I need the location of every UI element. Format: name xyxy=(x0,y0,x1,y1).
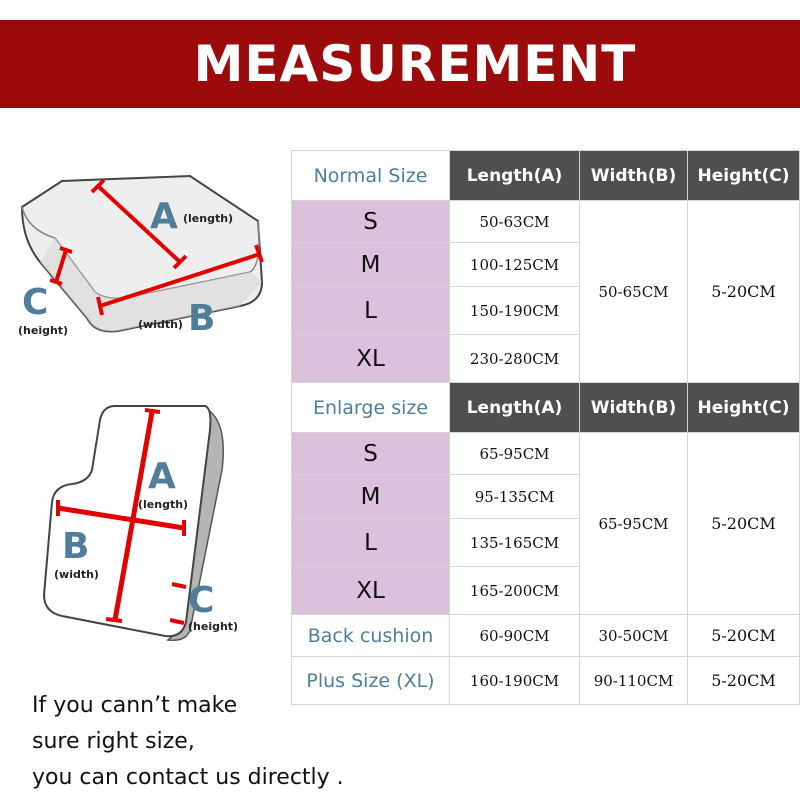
plus-size-width: 90-110CM xyxy=(580,657,688,705)
normal-length-s: 50-63CM xyxy=(450,201,580,243)
back-c-text: (height) xyxy=(188,620,239,633)
enlarge-header-length: Length(A) xyxy=(450,383,580,433)
plus-size-height: 5-20CM xyxy=(688,657,800,705)
normal-size-s: S xyxy=(292,201,450,243)
seat-c-letter: C xyxy=(22,282,49,323)
back-cushion-height: 5-20CM xyxy=(688,615,800,657)
back-b-letter: B xyxy=(62,526,90,567)
normal-height: 5-20CM xyxy=(688,201,800,383)
enlarge-length-s: 65-95CM xyxy=(450,433,580,475)
plus-size-label: Plus Size (XL) xyxy=(292,657,450,705)
enlarge-width: 65-95CM xyxy=(580,433,688,615)
page-title: MEASUREMENT xyxy=(193,35,637,93)
header-height: Height(C) xyxy=(688,151,800,201)
enlarge-size-l: L xyxy=(292,519,450,567)
contact-note xyxy=(32,688,344,796)
enlarge-length-xl: 165-200CM xyxy=(450,567,580,615)
normal-size-m: M xyxy=(292,243,450,287)
back-a-text: (length) xyxy=(138,498,189,511)
seat-c-text: (height) xyxy=(18,324,69,337)
normal-size-xl: XL xyxy=(292,335,450,383)
normal-size-l: L xyxy=(292,287,450,335)
normal-length-l: 150-190CM xyxy=(450,287,580,335)
normal-width: 50-65CM xyxy=(580,201,688,383)
enlarge-header-height: Height(C) xyxy=(688,383,800,433)
back-cushion-diagram xyxy=(0,390,290,690)
size-chart-table xyxy=(291,150,800,705)
back-cushion-length: 60-90CM xyxy=(450,615,580,657)
enlarge-header-width: Width(B) xyxy=(580,383,688,433)
enlarge-size-label: Enlarge size xyxy=(292,383,450,433)
enlarge-size-m: M xyxy=(292,475,450,519)
seat-b-letter: B xyxy=(188,298,216,339)
plus-size-length: 160-190CM xyxy=(450,657,580,705)
enlarge-length-l: 135-165CM xyxy=(450,519,580,567)
back-c-letter: C xyxy=(188,580,215,621)
enlarge-size-s: S xyxy=(292,433,450,475)
seat-a-letter: A xyxy=(150,196,178,237)
back-a-letter: A xyxy=(148,456,176,497)
normal-length-m: 100-125CM xyxy=(450,243,580,287)
back-b-text: (width) xyxy=(54,568,99,581)
enlarge-size-xl: XL xyxy=(292,567,450,615)
seat-a-text: (length) xyxy=(183,212,234,225)
note-line-2: sure right size, xyxy=(32,729,195,754)
enlarge-height: 5-20CM xyxy=(688,433,800,615)
header-length: Length(A) xyxy=(450,151,580,201)
seat-cushion-diagram xyxy=(0,0,290,360)
header-width: Width(B) xyxy=(580,151,688,201)
normal-size-label: Normal Size xyxy=(292,151,450,201)
note-line-3: you can contact us directly . xyxy=(32,765,344,790)
normal-length-xl: 230-280CM xyxy=(450,335,580,383)
enlarge-length-m: 95-135CM xyxy=(450,475,580,519)
back-cushion-width: 30-50CM xyxy=(580,615,688,657)
back-cushion-label: Back cushion xyxy=(292,615,450,657)
note-line-1: If you cann’t make xyxy=(32,693,238,718)
seat-b-text: (width) xyxy=(138,318,183,331)
